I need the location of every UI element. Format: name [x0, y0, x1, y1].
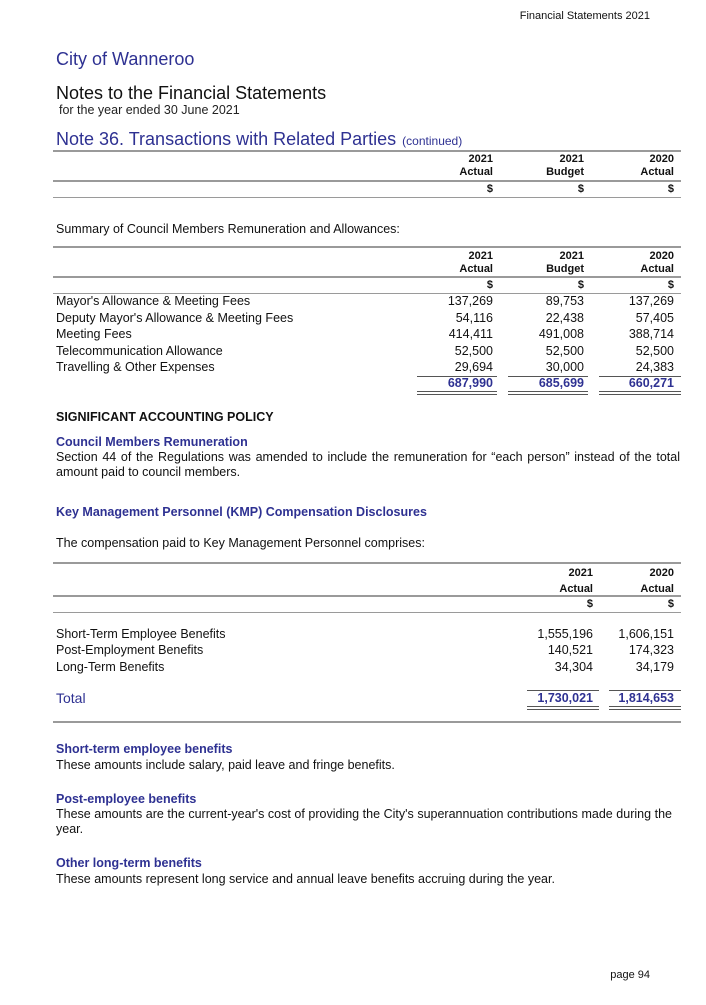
- cmr-heading: Council Members Remuneration: [56, 435, 248, 449]
- table-row-label: Telecommunication Allowance: [56, 344, 223, 358]
- kmp-intro: The compensation paid to Key Management Personnel comprises:: [56, 536, 425, 550]
- council-col-3-unit: $: [667, 279, 674, 291]
- total-double-underline: [527, 706, 599, 710]
- note-title-text: Note 36. Transactions with Related Parties: [56, 129, 397, 149]
- kmp-col-1-unit: $: [586, 598, 593, 610]
- table-cell: 22,438: [545, 311, 584, 325]
- kmp-col-1-year: 2021: [568, 567, 593, 579]
- table-cell: 34,304: [554, 660, 593, 674]
- kmp-header-rule: [53, 562, 681, 564]
- table-cell: 52,500: [454, 344, 493, 358]
- definition-text: These amounts include salary, paid leave and fringe benefits.: [56, 758, 395, 772]
- table-cell: 137,269: [447, 294, 493, 308]
- table-cell: 414,411: [448, 327, 493, 341]
- table-row-label: Short-Term Employee Benefits: [56, 627, 226, 641]
- kmp-unit-rule: [53, 612, 681, 613]
- table-row-label: Deputy Mayor's Allowance & Meeting Fees: [56, 311, 294, 325]
- note-title: [56, 129, 462, 150]
- top-col-1-unit: $: [486, 183, 493, 195]
- table-cell: 1,606,151: [618, 627, 674, 641]
- kmp-total-label: Total: [56, 690, 86, 706]
- kmp-heading: Key Management Personnel (KMP) Compensation Disclosures: [56, 505, 427, 519]
- kmp-col-2-kind: Actual: [640, 583, 674, 595]
- table-cell: 1,555,196: [537, 627, 593, 641]
- table-cell: 140,521: [547, 643, 593, 657]
- council-col-1-unit: $: [486, 279, 493, 291]
- table-row-label: Post-Employment Benefits: [56, 643, 204, 657]
- council-header-rule: [53, 246, 681, 248]
- total-double-underline: [599, 391, 681, 395]
- table-cell: 52,500: [545, 344, 584, 358]
- kmp-col-1-kind: Actual: [559, 583, 593, 595]
- table-cell: 34,179: [635, 660, 674, 674]
- table-cell: 52,500: [635, 344, 674, 358]
- kmp-total-cell: 1,730,021: [537, 691, 593, 705]
- total-double-underline: [417, 391, 497, 395]
- table-row-label: Meeting Fees: [56, 327, 132, 341]
- council-col-3-header: 2020 Actual: [640, 250, 674, 275]
- council-total-cell: 685,699: [538, 376, 584, 390]
- document-subtitle: for the year ended 30 June 2021: [59, 103, 240, 117]
- total-double-underline: [508, 391, 588, 395]
- kmp-header-rule-2: [53, 595, 681, 597]
- council-total-cell: 687,990: [447, 376, 493, 390]
- kmp-col-2-year: 2020: [649, 567, 674, 579]
- kmp-bottom-rule: [53, 721, 681, 723]
- top-header-rule-2: [53, 180, 681, 182]
- table-cell: 491,008: [538, 327, 584, 341]
- top-col-2-header: 2021 Budget: [546, 153, 584, 178]
- table-cell: 24,383: [635, 360, 674, 374]
- table-row-label: Long-Term Benefits: [56, 660, 165, 674]
- table-cell: 57,405: [635, 311, 674, 325]
- council-col-1-header: 2021 Actual: [459, 250, 493, 275]
- organization-name: City of Wanneroo: [56, 49, 195, 69]
- table-cell: 30,000: [545, 360, 584, 374]
- table-cell: 174,323: [628, 643, 674, 657]
- council-col-2-unit: $: [577, 279, 584, 291]
- top-col-1-header: 2021 Actual: [459, 153, 493, 178]
- top-col-2-unit: $: [577, 183, 584, 195]
- total-double-underline: [609, 706, 681, 710]
- definition-heading: Post-employee benefits: [56, 792, 197, 806]
- top-unit-rule: [53, 197, 681, 198]
- definition-text: These amounts represent long service and annual leave benefits accruing during the year.: [56, 872, 555, 886]
- top-col-3-header: 2020 Actual: [640, 153, 674, 178]
- top-header-rule: [53, 150, 681, 152]
- cmr-paragraph: Section 44 of the Regulations was amended to include the remuneration for “each person” instead of the total amount paid to council members.: [56, 450, 680, 479]
- council-header-rule-2: [53, 276, 681, 278]
- kmp-total-cell: 1,814,653: [618, 691, 674, 705]
- table-row-label: Travelling & Other Expenses: [56, 360, 215, 374]
- page-number: page 94: [610, 969, 650, 981]
- policy-heading: SIGNIFICANT ACCOUNTING POLICY: [56, 410, 274, 424]
- definition-heading: Other long-term benefits: [56, 856, 202, 870]
- note-continued-label: (continued): [402, 134, 463, 148]
- table-cell: 388,714: [628, 327, 674, 341]
- table-cell: 29,694: [454, 360, 493, 374]
- definition-text: These amounts are the current-year's cost of providing the City's superannuation contributions made during the year.: [56, 807, 672, 836]
- council-col-2-header: 2021 Budget: [546, 250, 584, 275]
- table-cell: 54,116: [455, 311, 493, 325]
- top-col-3-unit: $: [667, 183, 674, 195]
- council-total-cell: 660,271: [628, 376, 674, 390]
- document-title: Notes to the Financial Statements: [56, 83, 327, 103]
- table-cell: 137,269: [628, 294, 674, 308]
- running-header: Financial Statements 2021: [519, 10, 650, 22]
- council-summary-heading: Summary of Council Members Remuneration and Allowances:: [56, 222, 400, 236]
- table-cell: 89,753: [545, 294, 584, 308]
- kmp-col-2-unit: $: [667, 598, 674, 610]
- definition-heading: Short-term employee benefits: [56, 742, 233, 756]
- table-row-label: Mayor's Allowance & Meeting Fees: [56, 294, 251, 308]
